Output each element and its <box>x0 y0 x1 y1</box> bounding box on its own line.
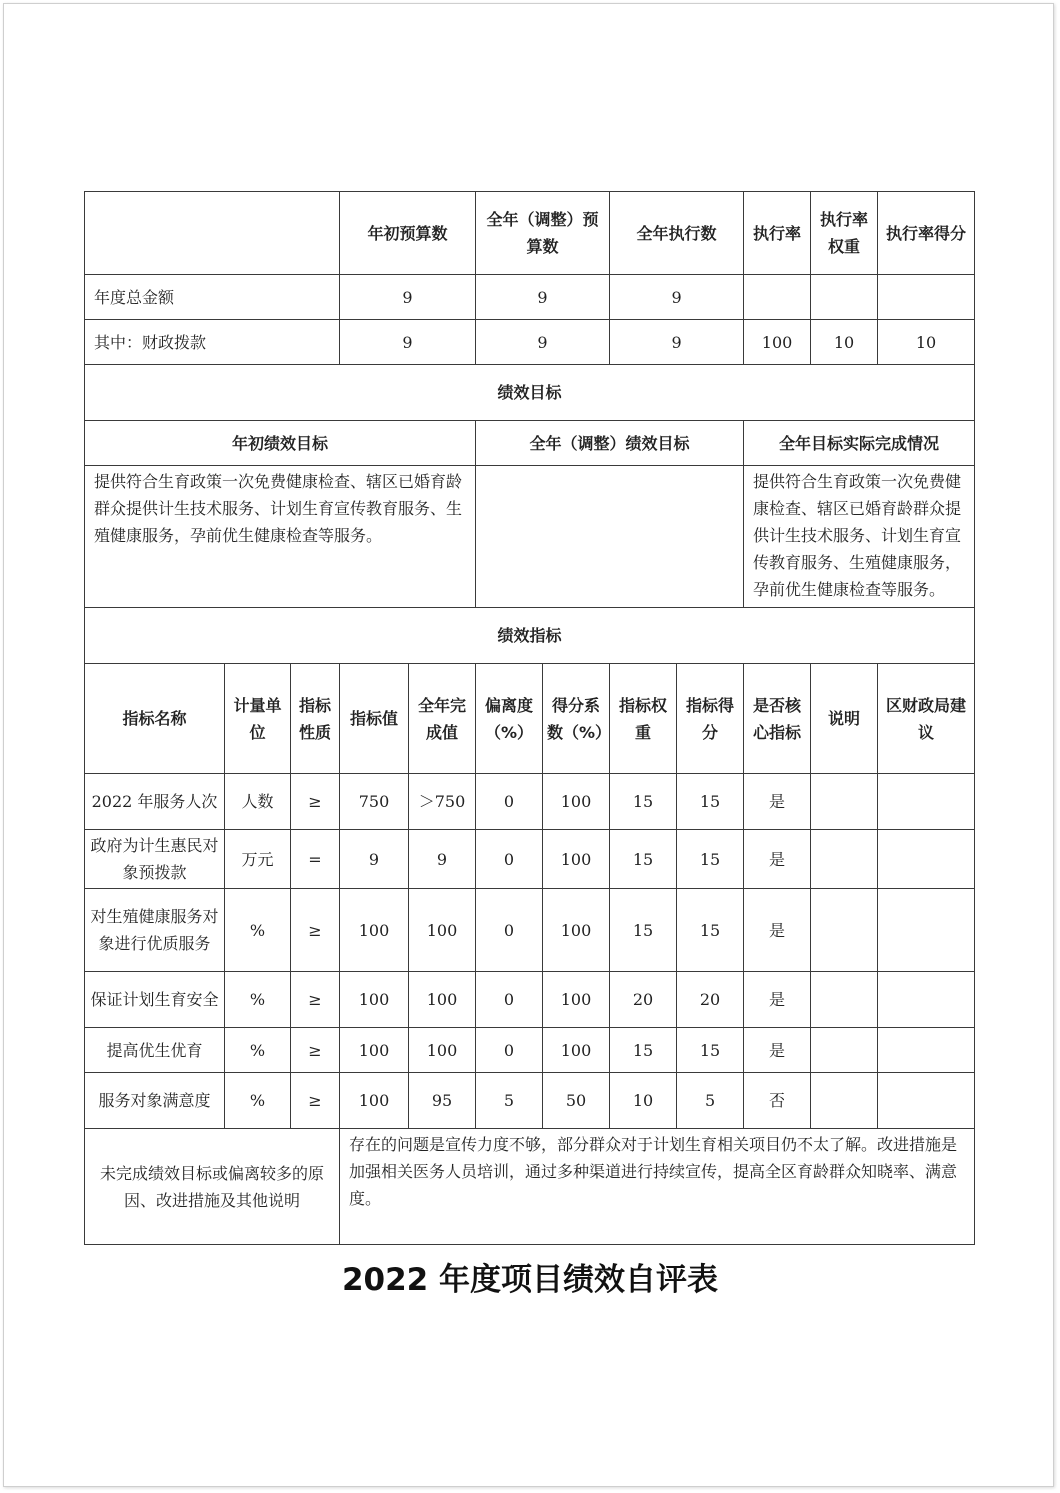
indicator-cell: ≥ <box>291 774 340 830</box>
budget-cell <box>878 275 975 320</box>
indicators-header-row <box>85 664 975 774</box>
document-title: 2022 年度项目绩效自评表 <box>341 1262 719 1298</box>
indicator-cell: 15 <box>677 830 744 889</box>
indicator-cell: 是 <box>744 830 811 889</box>
remarks-label: 未完成绩效目标或偏离较多的原因、改进措施及其他说明 <box>85 1129 340 1245</box>
indicator-cell <box>811 1028 878 1073</box>
indicator-cell-name: 对生殖健康服务对象进行优质服务 <box>85 889 225 972</box>
budget-header-adjusted: 全年（调整）预算数 <box>476 192 610 275</box>
goals-section-row <box>85 365 975 421</box>
indicator-cell: % <box>225 972 291 1028</box>
indicator-cell: % <box>225 1028 291 1073</box>
budget-cell <box>811 275 878 320</box>
indicator-cell: 15 <box>677 889 744 972</box>
indicator-row <box>85 1073 975 1129</box>
indicator-header-deviation: 偏离度（%） <box>476 664 543 774</box>
budget-cell: 9 <box>476 275 610 320</box>
indicator-cell-name: 保证计划生育安全 <box>85 972 225 1028</box>
indicator-header-note: 说明 <box>811 664 878 774</box>
indicator-header-value: 指标值 <box>340 664 409 774</box>
indicator-cell: 15 <box>610 889 677 972</box>
budget-row <box>85 320 975 365</box>
budget-row <box>85 275 975 320</box>
budget-header-blank <box>85 192 340 275</box>
indicator-cell: 是 <box>744 774 811 830</box>
budget-cell: 100 <box>744 320 811 365</box>
indicator-cell <box>811 830 878 889</box>
indicator-cell: 人数 <box>225 774 291 830</box>
indicator-header-name: 指标名称 <box>85 664 225 774</box>
indicator-cell: 100 <box>409 1028 476 1073</box>
budget-header-executed: 全年执行数 <box>610 192 744 275</box>
indicator-cell: 100 <box>340 1028 409 1073</box>
indicator-cell: % <box>225 1073 291 1129</box>
indicator-cell: 0 <box>476 889 543 972</box>
indicator-row <box>85 889 975 972</box>
indicator-cell-name: 提高优生优育 <box>85 1028 225 1073</box>
indicator-cell: 9 <box>409 830 476 889</box>
goals-section-title: 绩效目标 <box>85 365 975 421</box>
goals-header-row <box>85 421 975 466</box>
indicator-cell: 100 <box>543 830 610 889</box>
indicator-header-unit: 计量单位 <box>225 664 291 774</box>
indicator-cell: 95 <box>409 1073 476 1129</box>
indicator-cell <box>811 889 878 972</box>
budget-cell: 9 <box>476 320 610 365</box>
indicator-row <box>85 1028 975 1073</box>
budget-cell: 10 <box>811 320 878 365</box>
indicator-cell: 0 <box>476 830 543 889</box>
indicator-cell: 15 <box>677 1028 744 1073</box>
budget-cell-label: 其中：财政拨款 <box>85 320 340 365</box>
indicators-section-row <box>85 608 975 664</box>
indicator-cell: 9 <box>340 830 409 889</box>
budget-header-initial: 年初预算数 <box>340 192 476 275</box>
indicator-cell: ≥ <box>291 1073 340 1129</box>
indicator-row <box>85 774 975 830</box>
indicator-row <box>85 972 975 1028</box>
goals-header-adjusted: 全年（调整）绩效目标 <box>476 421 744 466</box>
indicator-cell: 万元 <box>225 830 291 889</box>
indicator-cell-name: 服务对象满意度 <box>85 1073 225 1129</box>
goals-header-initial: 年初绩效目标 <box>85 421 476 466</box>
indicator-cell: 0 <box>476 1028 543 1073</box>
indicator-cell: 0 <box>476 774 543 830</box>
indicator-cell: 0 <box>476 972 543 1028</box>
indicator-cell <box>811 774 878 830</box>
indicator-cell: 是 <box>744 972 811 1028</box>
indicator-header-coefficient: 得分系数（%） <box>543 664 610 774</box>
indicator-cell: 100 <box>543 1028 610 1073</box>
indicator-cell: 100 <box>409 889 476 972</box>
indicator-cell: % <box>225 889 291 972</box>
indicator-cell <box>878 830 975 889</box>
indicator-cell <box>811 972 878 1028</box>
indicator-header-score: 指标得分 <box>677 664 744 774</box>
indicator-cell: 20 <box>677 972 744 1028</box>
budget-cell: 9 <box>340 320 476 365</box>
indicator-cell <box>878 972 975 1028</box>
budget-cell-label: 年度总金额 <box>85 275 340 320</box>
budget-header-rate: 执行率 <box>744 192 811 275</box>
indicator-cell: 15 <box>610 774 677 830</box>
indicator-cell: 5 <box>476 1073 543 1129</box>
budget-header-rate-score: 执行率得分 <box>878 192 975 275</box>
budget-cell: 9 <box>610 320 744 365</box>
indicator-cell: 100 <box>340 972 409 1028</box>
indicator-cell: ＞750 <box>409 774 476 830</box>
indicator-cell: 100 <box>543 972 610 1028</box>
indicator-cell <box>878 1073 975 1129</box>
indicator-cell: 否 <box>744 1073 811 1129</box>
goals-header-actual: 全年目标实际完成情况 <box>744 421 975 466</box>
indicator-header-weight: 指标权重 <box>610 664 677 774</box>
budget-cell: 9 <box>610 275 744 320</box>
indicator-row <box>85 830 975 889</box>
indicator-cell: 是 <box>744 1028 811 1073</box>
budget-cell: 9 <box>340 275 476 320</box>
indicator-cell: 750 <box>340 774 409 830</box>
indicator-header-completed: 全年完成值 <box>409 664 476 774</box>
indicator-cell: 100 <box>543 889 610 972</box>
indicator-cell <box>878 774 975 830</box>
goals-adjusted-text <box>476 466 744 608</box>
goals-initial-text: 提供符合生育政策一次免费健康检查、辖区已婚育龄群众提供计生技术服务、计划生育宣传教育服务、生殖健康服务，孕前优生健康检查等服务。 <box>85 466 476 608</box>
goals-content-row <box>85 466 975 608</box>
budget-header-rate-weight: 执行率权重 <box>811 192 878 275</box>
indicator-cell: 5 <box>677 1073 744 1129</box>
goals-actual-text: 提供符合生育政策一次免费健康检查、辖区已婚育龄群众提供计生技术服务、计划生育宣传教育服务、生殖健康服务，孕前优生健康检查等服务。 <box>744 466 975 608</box>
indicator-header-core: 是否核心指标 <box>744 664 811 774</box>
indicator-cell: 15 <box>677 774 744 830</box>
indicator-cell: ≥ <box>291 889 340 972</box>
indicator-cell: ≥ <box>291 1028 340 1073</box>
budget-cell: 10 <box>878 320 975 365</box>
indicator-cell-name: 2022 年服务人次 <box>85 774 225 830</box>
indicator-header-suggestion: 区财政局建议 <box>878 664 975 774</box>
indicator-cell: 15 <box>610 830 677 889</box>
indicator-cell <box>878 889 975 972</box>
indicator-cell: 50 <box>543 1073 610 1129</box>
remarks-row <box>85 1129 975 1245</box>
indicator-cell <box>811 1073 878 1129</box>
indicator-cell <box>878 1028 975 1073</box>
indicator-cell: 100 <box>340 1073 409 1129</box>
indicator-cell: 10 <box>610 1073 677 1129</box>
indicator-cell: 是 <box>744 889 811 972</box>
performance-table <box>84 191 975 1245</box>
indicator-cell: = <box>291 830 340 889</box>
indicator-cell: 100 <box>409 972 476 1028</box>
indicator-cell: ≥ <box>291 972 340 1028</box>
indicator-cell: 15 <box>610 1028 677 1073</box>
indicator-header-nature: 指标性质 <box>291 664 340 774</box>
indicator-cell: 20 <box>610 972 677 1028</box>
budget-cell <box>744 275 811 320</box>
indicator-cell-name: 政府为计生惠民对象预拨款 <box>85 830 225 889</box>
remarks-content: 存在的问题是宣传力度不够，部分群众对于计划生育相关项目仍不太了解。改进措施是加强相关医务人员培训，通过多种渠道进行持续宣传，提高全区育龄群众知晓率、满意度。 <box>340 1129 975 1245</box>
indicator-cell: 100 <box>340 889 409 972</box>
indicator-cell: 100 <box>543 774 610 830</box>
indicators-section-title: 绩效指标 <box>85 608 975 664</box>
budget-header-row <box>85 192 975 275</box>
